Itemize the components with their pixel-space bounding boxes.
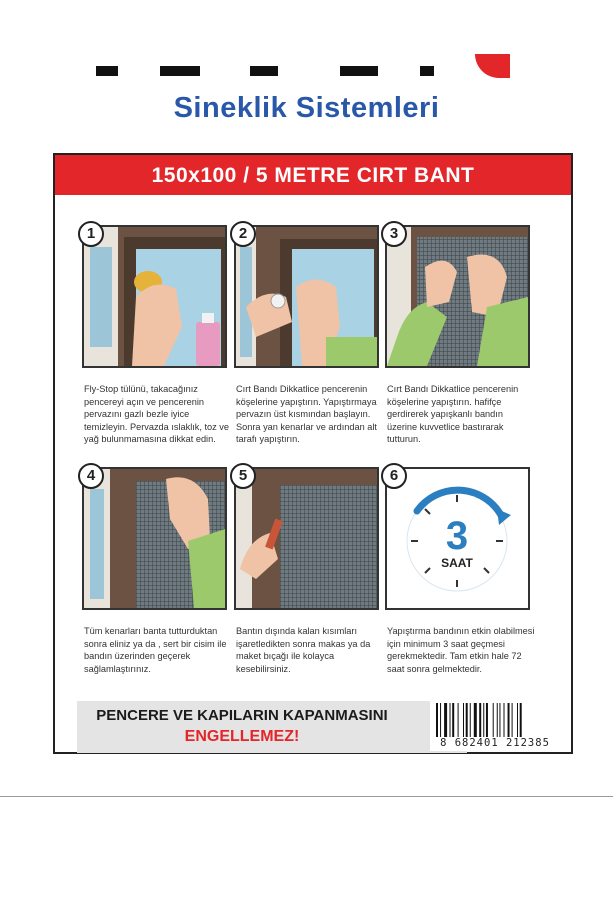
barcode-bar [497,703,498,737]
barcode-bar [474,703,477,737]
step-number: 5 [230,463,256,489]
barcode-bar [512,703,513,737]
step-number: 2 [230,221,256,247]
step-number: 6 [381,463,407,489]
barcode-bar [470,703,471,737]
footer-line-1: PENCERE VE KAPILARIN KAPANMASINI [96,707,388,724]
barcode-bar [466,703,468,737]
barcode-bar [493,703,494,737]
step-description: Fly-Stop tülünü, takacağınız pencereyi açın ve pencerenin pervazını gazlı bezle iyice temizleyin. Pervazda ıslaklık, toz ve yağ bulunmamasına dikkat edin. [84,384,230,445]
step-1-image [82,225,227,368]
step-2-image [234,225,379,368]
barcode-number: 8 682401 212385 [440,737,550,749]
step-number: 4 [78,463,104,489]
footer-notice [77,701,467,753]
step-description: Cırt Bandı Dikkatlice pencerenin köşelerine yapıştırın. hafifçe gerdirerek yapışkanlı bandın üzerine kuvvetlice bastırarak tutturun. [387,384,519,445]
step-5-image [234,467,379,610]
step-description: Tüm kenarları banta tutturduktan sonra eliniz ya da , sert bir cisim ile bandın üzerinden geçerek sağlamlaştırınız. [84,626,227,674]
step-description: Bantın dışında kalan kısımları işaretledikten sonra makas ya da maket bıçağı ile kolayca kesebilirsiniz. [236,626,371,674]
barcode-bar [450,703,451,737]
barcode-bar [504,703,505,737]
barcode-bars [436,703,554,737]
step-description: Cırt Bandı Dikkatlice pencerenin köşelerine yapıştırın. Yapıştırmaya pervazın üst kısmından başlayın. Sonra yan kenarlar ve ardından alt tarafı yapıştırın. [236,384,377,445]
barcode-bar [436,703,438,737]
brand-subtitle: Sineklik Sistemleri [173,92,440,124]
barcode-bar [463,703,464,737]
barcode-bar [486,703,488,737]
step-6-image [385,467,530,610]
timer-value: 3 [445,514,469,558]
barcode [430,701,560,751]
barcode-bar [499,703,500,737]
barcode-bar [483,703,484,737]
step-description: Yapıştırma bandının etkin olabilmesi için minimum 3 saat geçmesi gerekmektedir. Tam etkin hale 72 saat sonra gelmektedir. [387,626,535,674]
brand-logo [90,54,510,80]
timer-icon [387,469,528,608]
barcode-bar [452,703,454,737]
step-4-image [82,467,227,610]
timer-unit: SAAT [441,556,473,570]
instruction-card [53,153,573,754]
footer-line-2: ENGELLEMEZ! [184,728,300,745]
barcode-bar [444,703,447,737]
divider [0,796,613,797]
step-number: 3 [381,221,407,247]
barcode-bar [520,703,522,737]
barcode-bar [458,703,459,737]
step-3-image [385,225,530,368]
barcode-bar [517,703,518,737]
product-banner: 150x100 / 5 METRE CIRT BANT [55,155,571,195]
barcode-bar [508,703,510,737]
barcode-bar [440,703,441,737]
barcode-bar [479,703,481,737]
step-number: 1 [78,221,104,247]
